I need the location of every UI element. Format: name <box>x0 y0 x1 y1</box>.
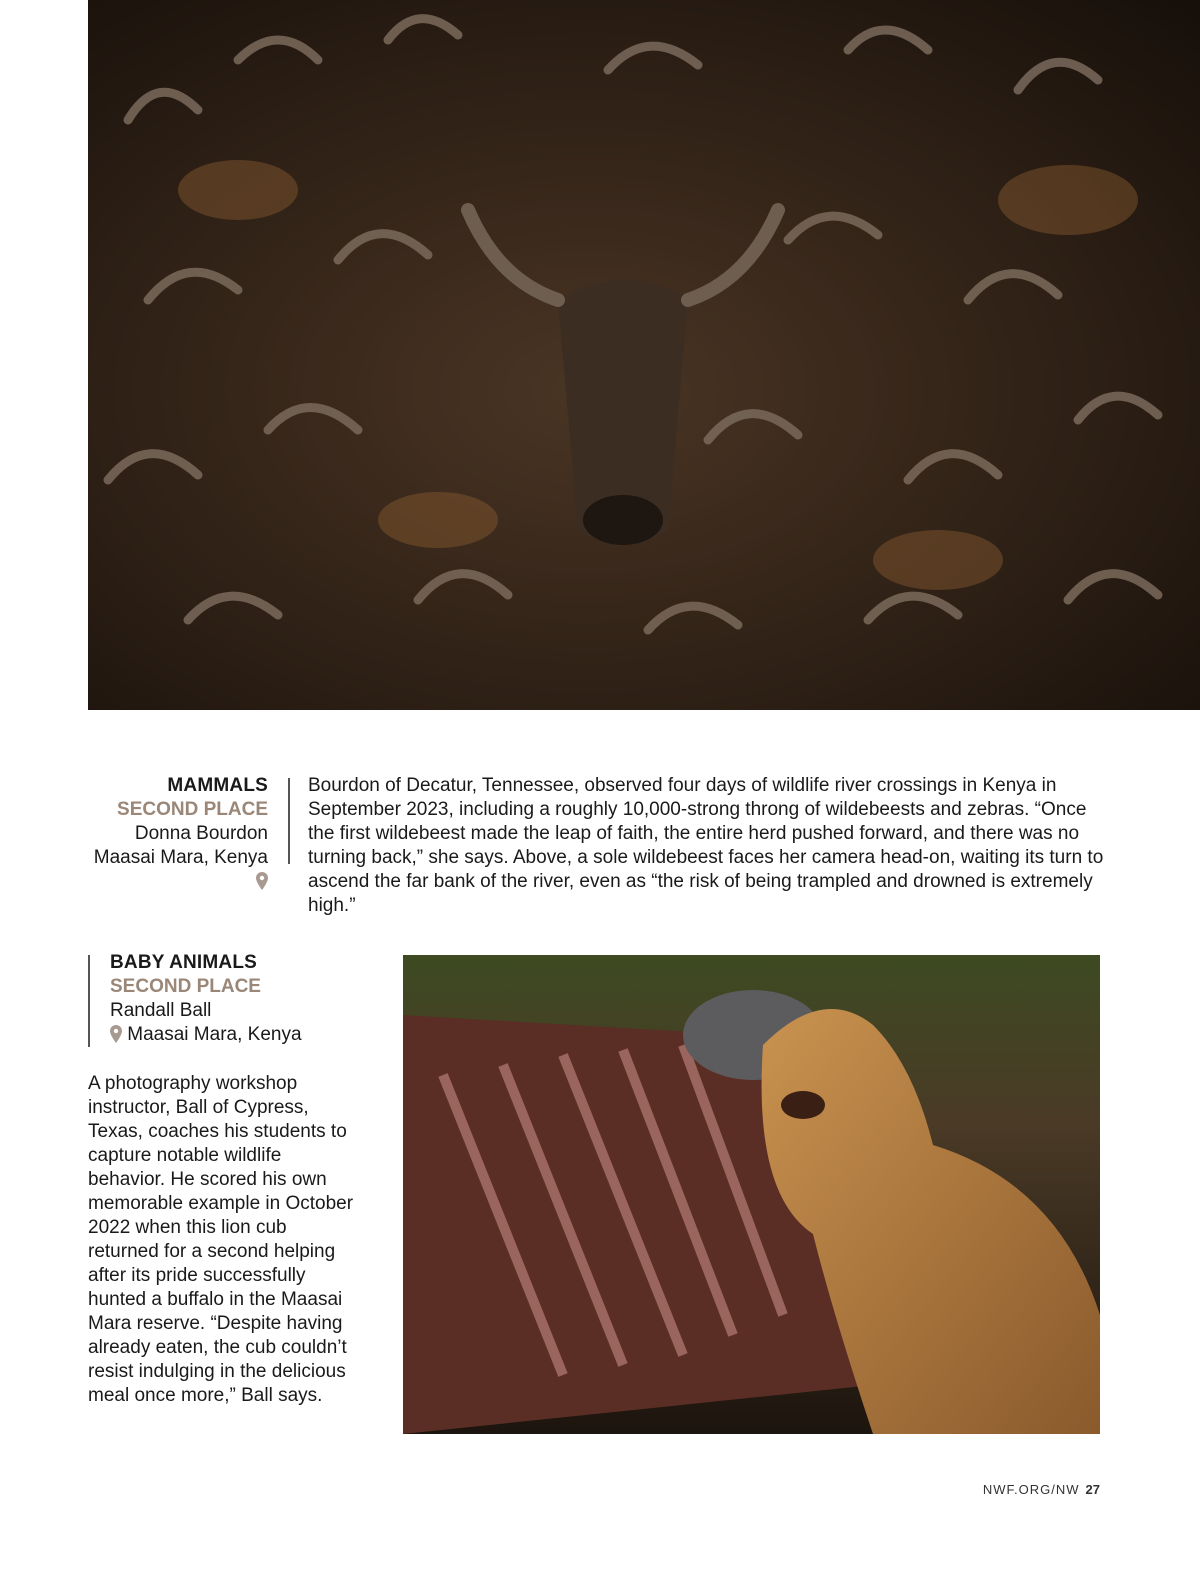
wildebeest-photo-art <box>88 0 1200 710</box>
baby-animals-photographer: Randall Ball <box>110 1000 212 1021</box>
wildebeest-herd-photo <box>88 0 1200 710</box>
mammals-caption <box>88 774 268 894</box>
mammals-location: Maasai Mara, Kenya <box>93 847 268 868</box>
baby-animals-divider <box>88 955 90 1047</box>
mammals-body-text: Bourdon of Decatur, Tennessee, observed four days of wildlife river crossings in Kenya in September 2023, including a roughly 10,000-strong throng of wildebeests and zebras. “Once the first wildebeest made the leap of faith, the entire herd pushed forward, and there was no turning back,” she says. Above, a sole wildebeest faces her camera head-on, waiting its turn to ascend the far bank of the river, even as “the risk of being trampled and drowned is extremely high.” <box>308 775 1104 916</box>
mammals-photographer: Donna Bourdon <box>134 823 268 844</box>
footer-url: NWF.ORG/NW <box>982 1482 1080 1497</box>
baby-animals-body-text: A photography workshop instructor, Ball of Cypress, Texas, coaches his students to capture notable wildlife behavior. He scored his own memorable example in October 2022 when this lion cub returned for a second helping after its pride successfully hunted a buffalo in the Maasai Mara reserve. “Despite having already eaten, the cub couldn’t resist indulging in the delicious meal once more,” Ball says. <box>88 1073 354 1406</box>
baby-animals-category: BABY ANIMALS <box>110 952 258 973</box>
baby-animals-location-row <box>110 1023 370 1047</box>
baby-animals-location: Maasai Mara, Kenya <box>127 1024 302 1045</box>
lion-cub-photo <box>403 955 1100 1434</box>
page-number: 27 <box>1085 1482 1100 1497</box>
mammals-category: MAMMALS <box>167 775 268 796</box>
page-footer <box>983 1482 1100 1497</box>
location-pin-icon <box>110 1025 122 1043</box>
location-pin-icon <box>256 872 268 890</box>
mammals-place: SECOND PLACE <box>117 799 268 820</box>
baby-animals-caption <box>110 951 370 1047</box>
baby-animals-place: SECOND PLACE <box>110 976 261 997</box>
lion-cub-photo-art <box>403 955 1100 1434</box>
mammals-divider <box>288 778 290 864</box>
mammals-location-row <box>88 846 268 894</box>
